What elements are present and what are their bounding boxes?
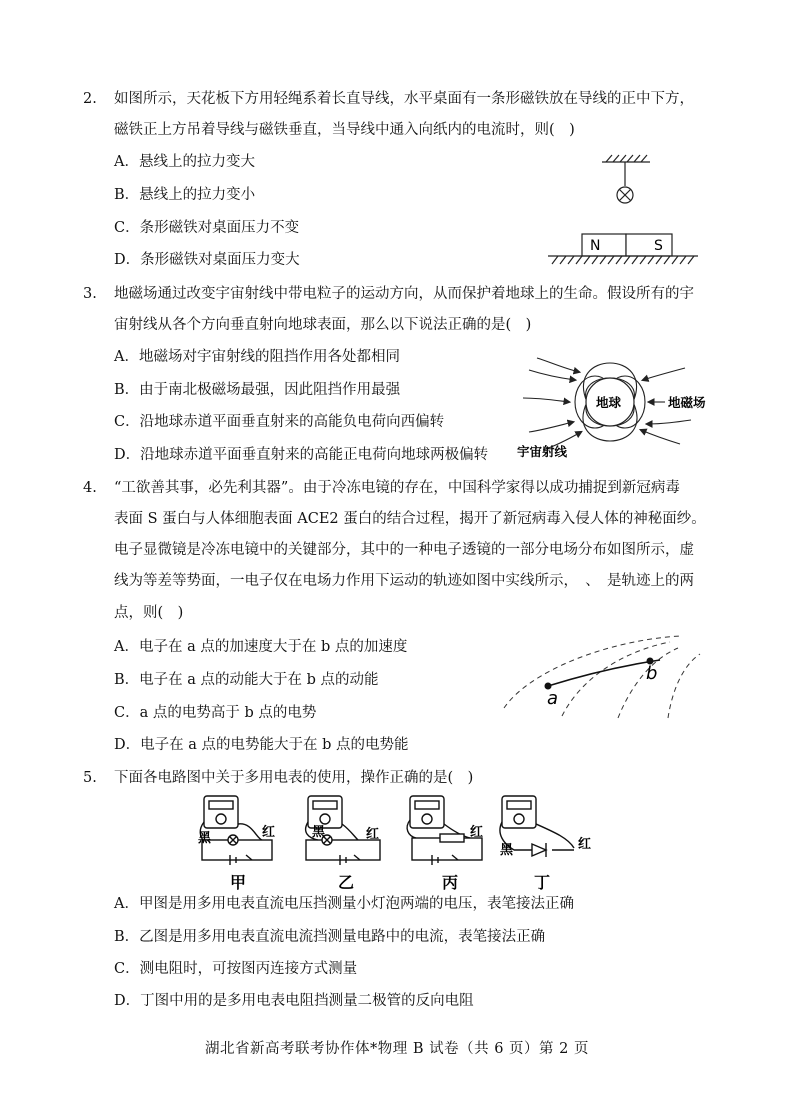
question-stem: 地磁场通过改变宇宙射线中带电粒子的运动方向，从而保护着地球上的生命。假设所有的宇	[114, 286, 694, 302]
option-c: C．测电阻时，可按图丙连接方式测量	[114, 961, 358, 977]
question-number: 2.	[83, 91, 97, 107]
option-c: C．沿地球赤道平面垂直射来的高能负电荷向西偏转	[114, 414, 445, 430]
question-stem: 磁铁正上方吊着导线与磁铁垂直，当导线中通入向纸内的电流时，则( )	[114, 122, 575, 138]
earth-label: 地球	[596, 395, 622, 410]
point-a-label: a	[547, 688, 559, 709]
table-hatch	[548, 256, 698, 264]
option-b: B．由于南北极磁场最强，因此阻挡作用最强	[114, 382, 401, 398]
red-probe-label: 红	[262, 825, 276, 840]
field-label: 地磁场	[668, 395, 706, 410]
cosmic-ray-label: 宇宙射线	[517, 444, 568, 459]
question-stem: “工欲善其事，必先利其器”。由于冷冻电镜的存在，中国科学家得以成功捕捉到新冠病毒	[114, 480, 680, 496]
option-a: A．甲图是用多用电表直流电压挡测量小灯泡两端的电压，表笔接法正确	[114, 896, 574, 912]
red-probe-label: 红	[578, 837, 592, 852]
earth-magnetic-field-figure	[515, 350, 715, 465]
option-b: B．电子在 a 点的动能大于在 b 点的动能	[114, 672, 379, 688]
option-a: A．电子在 a 点的加速度大于在 b 点的加速度	[114, 639, 408, 655]
bar-magnet-n	[582, 234, 626, 256]
question-number: 4.	[83, 480, 97, 496]
option-d: D．丁图中用的是多用电表电阻挡测量二极管的反向电阻	[114, 993, 474, 1009]
question-stem: 电子显微镜是冷冻电镜中的关键部分，其中的一种电子透镜的一部分电场分布如图所示，虚	[114, 542, 694, 558]
diagram-label-jia: 甲	[230, 873, 247, 892]
point-b-label: b	[646, 663, 658, 684]
option-a: A．悬线上的拉力变大	[114, 154, 255, 170]
ceiling-hatch	[602, 155, 650, 162]
option-b: B．悬线上的拉力变小	[114, 187, 256, 203]
option-c: C．条形磁铁对桌面压力不变	[114, 220, 300, 236]
question-stem: 下面各电路图中关于多用电表的使用，操作正确的是( )	[114, 770, 474, 786]
question-stem: 宙射线从各个方向垂直射向地球表面，那么以下说法正确的是( )	[114, 317, 532, 333]
magnet-n-label: N	[590, 238, 601, 254]
option-b: B．乙图是用多用电表直流电流挡测量电路中的电流，表笔接法正确	[114, 929, 546, 945]
diagram-label-yi: 乙	[338, 873, 355, 892]
question-stem: 线为等差等势面，一电子仅在电场力作用下运动的轨迹如图中实线所示， 、 是轨迹上的两	[114, 573, 694, 589]
question-stem: 表面 S 蛋白与人体细胞表面 ACE2 蛋白的结合过程，揭开了新冠病毒入侵人体的神秘面纱。	[114, 511, 706, 527]
wire-into-page-icon	[617, 187, 633, 203]
black-probe-label: 黑	[500, 843, 514, 858]
black-probe-label: 黑	[198, 831, 212, 846]
page-footer: 湖北省新高考联考协作体*物理 B 试卷（共 6 页）第 2 页	[204, 1041, 589, 1057]
option-c: C．a 点的电势高于 b 点的电势	[114, 705, 317, 721]
bar-magnet-s	[626, 234, 672, 256]
multimeter-circuits-figure	[190, 792, 610, 892]
question-stem: 点，则( )	[114, 605, 184, 621]
option-d: D．电子在 a 点的电势能大于在 b 点的电势能	[114, 737, 409, 753]
red-probe-label: 红	[366, 827, 380, 842]
question-number: 3.	[83, 286, 97, 302]
diagram-label-ding: 丁	[534, 873, 551, 892]
option-d: D．条形磁铁对桌面压力变大	[114, 252, 300, 268]
magnet-s-label: S	[654, 238, 663, 254]
option-a: A．地磁场对宇宙射线的阻挡作用各处都相同	[114, 349, 400, 365]
question-stem: 如图所示，天花板下方用轻绳系着长直导线，水平桌面有一条形磁铁放在导线的正中下方，	[114, 91, 694, 107]
equipotential-lines	[504, 636, 700, 718]
question-number: 5.	[83, 770, 97, 786]
option-d: D．沿地球赤道平面垂直射来的高能正电荷向地球两极偏转	[114, 447, 489, 463]
diagram-label-bing: 丙	[442, 873, 459, 892]
red-probe-label: 红	[470, 825, 484, 840]
magnet-wire-figure	[540, 150, 710, 270]
black-probe-label: 黑	[312, 825, 326, 840]
electric-field-figure	[500, 630, 710, 720]
